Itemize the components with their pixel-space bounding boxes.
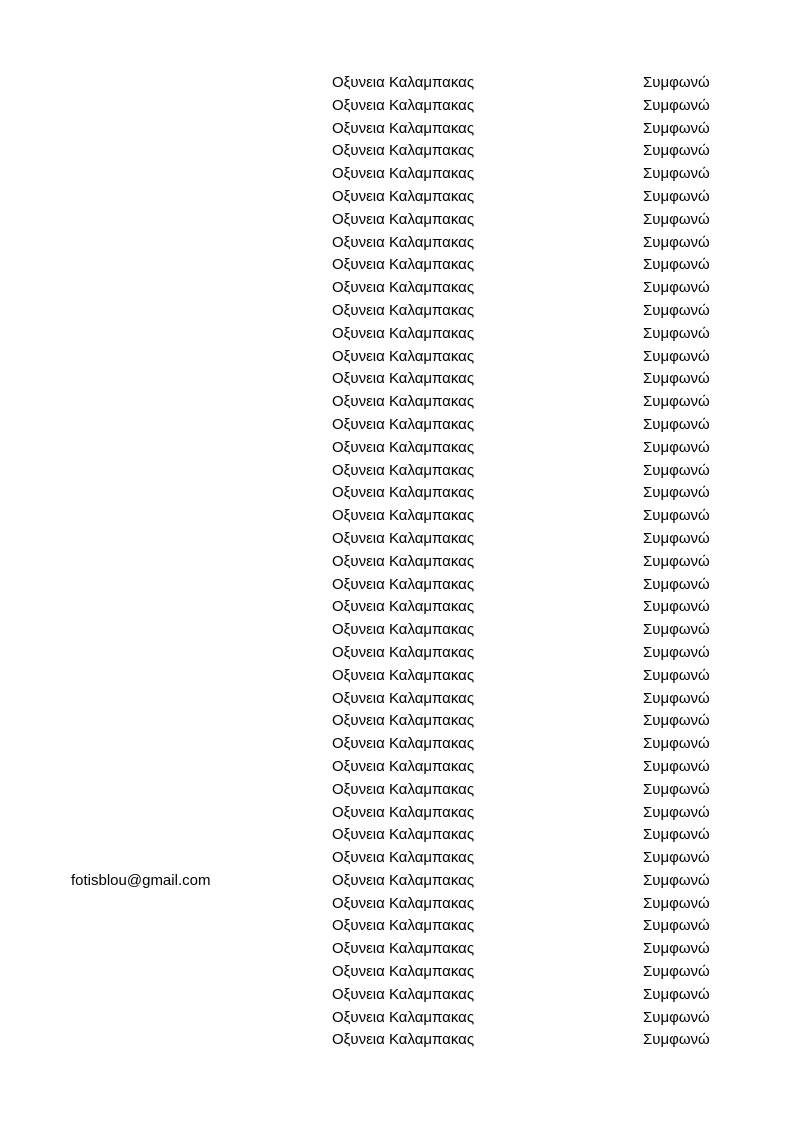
table-row: [0, 619, 799, 642]
answer-cell: Συμφωνώ: [643, 643, 710, 661]
location-cell: Οξυνεια Καλαμπακας: [332, 256, 475, 274]
answer-cell: Συμφωνώ: [643, 324, 710, 342]
answer-cell: Συμφωνώ: [643, 142, 710, 160]
table-row: [0, 505, 799, 528]
answer-cell: Συμφωνώ: [643, 552, 710, 570]
location-cell: Οξυνεια Καλαμπακας: [332, 666, 475, 684]
location-cell: Οξυνεια Καλαμπακας: [332, 347, 475, 365]
answer-cell: Συμφωνώ: [643, 712, 710, 730]
location-cell: Οξυνεια Καλαμπακας: [332, 803, 475, 821]
table-row: [0, 482, 799, 505]
location-cell: Οξυνεια Καλαμπακας: [332, 187, 475, 205]
location-cell: Οξυνεια Καλαμπακας: [332, 963, 475, 981]
answer-cell: Συμφωνώ: [643, 780, 710, 798]
location-cell: Οξυνεια Καλαμπακας: [332, 575, 475, 593]
table-row: [0, 1029, 799, 1052]
table-row: [0, 277, 799, 300]
table-row: [0, 938, 799, 961]
table-row: [0, 574, 799, 597]
answer-cell: Συμφωνώ: [643, 415, 710, 433]
answer-cell: Συμφωνώ: [643, 96, 710, 114]
answer-cell: Συμφωνώ: [643, 256, 710, 274]
location-cell: Οξυνεια Καλαμπακας: [332, 233, 475, 251]
location-cell: Οξυνεια Καλαμπακας: [332, 324, 475, 342]
answer-cell: Συμφωνώ: [643, 1008, 710, 1026]
table-row: [0, 984, 799, 1007]
table-row: [0, 254, 799, 277]
table-row: [0, 915, 799, 938]
table-row: [0, 346, 799, 369]
data-table: [0, 72, 799, 1052]
table-row: [0, 847, 799, 870]
table-row: [0, 756, 799, 779]
table-row: [0, 72, 799, 95]
table-row: [0, 95, 799, 118]
table-row: [0, 802, 799, 825]
answer-cell: Συμφωνώ: [643, 826, 710, 844]
location-cell: Οξυνεια Καλαμπακας: [332, 826, 475, 844]
location-cell: Οξυνεια Καλαμπακας: [332, 917, 475, 935]
location-cell: Οξυνεια Καλαμπακας: [332, 598, 475, 616]
table-row: [0, 1007, 799, 1030]
answer-cell: Συμφωνώ: [643, 210, 710, 228]
table-row: [0, 414, 799, 437]
email-cell: fotisblou@gmail.com: [71, 871, 211, 889]
table-row: [0, 323, 799, 346]
table-row: [0, 551, 799, 574]
location-cell: Οξυνεια Καλαμπακας: [332, 484, 475, 502]
location-cell: Οξυνεια Καλαμπακας: [332, 507, 475, 525]
location-cell: Οξυνεια Καλαμπακας: [332, 985, 475, 1003]
location-cell: Οξυνεια Καλαμπακας: [332, 415, 475, 433]
answer-cell: Συμφωνώ: [643, 279, 710, 297]
answer-cell: Συμφωνώ: [643, 233, 710, 251]
answer-cell: Συμφωνώ: [643, 393, 710, 411]
location-cell: Οξυνεια Καλαμπακας: [332, 370, 475, 388]
table-row: [0, 733, 799, 756]
table-row: [0, 300, 799, 323]
answer-cell: Συμφωνώ: [643, 849, 710, 867]
answer-cell: Συμφωνώ: [643, 484, 710, 502]
table-row: [0, 140, 799, 163]
location-cell: Οξυνεια Καλαμπακας: [332, 849, 475, 867]
table-row: [0, 824, 799, 847]
location-cell: Οξυνεια Καλαμπακας: [332, 780, 475, 798]
table-row: [0, 893, 799, 916]
location-cell: Οξυνεια Καλαμπακας: [332, 643, 475, 661]
table-row: [0, 368, 799, 391]
table-row: [0, 437, 799, 460]
answer-cell: Συμφωνώ: [643, 940, 710, 958]
answer-cell: Συμφωνώ: [643, 666, 710, 684]
answer-cell: Συμφωνώ: [643, 1031, 710, 1049]
answer-cell: Συμφωνώ: [643, 985, 710, 1003]
answer-cell: Συμφωνώ: [643, 894, 710, 912]
location-cell: Οξυνεια Καλαμπακας: [332, 142, 475, 160]
table-row: [0, 209, 799, 232]
location-cell: Οξυνεια Καλαμπακας: [332, 871, 475, 889]
table-row: [0, 961, 799, 984]
location-cell: Οξυνεια Καλαμπακας: [332, 119, 475, 137]
table-row: [0, 779, 799, 802]
table-row: [0, 118, 799, 141]
location-cell: Οξυνεια Καλαμπακας: [332, 74, 475, 91]
location-cell: Οξυνεια Καλαμπακας: [332, 712, 475, 730]
answer-cell: Συμφωνώ: [643, 529, 710, 547]
answer-cell: Συμφωνώ: [643, 187, 710, 205]
location-cell: Οξυνεια Καλαμπακας: [332, 210, 475, 228]
answer-cell: Συμφωνώ: [643, 575, 710, 593]
table-row: [0, 186, 799, 209]
table-row: [0, 460, 799, 483]
answer-cell: Συμφωνώ: [643, 963, 710, 981]
table-row: [0, 391, 799, 414]
table-row: [0, 688, 799, 711]
location-cell: Οξυνεια Καλαμπακας: [332, 1008, 475, 1026]
location-cell: Οξυνεια Καλαμπακας: [332, 757, 475, 775]
answer-cell: Συμφωνώ: [643, 735, 710, 753]
location-cell: Οξυνεια Καλαμπακας: [332, 894, 475, 912]
table-row: [0, 163, 799, 186]
location-cell: Οξυνεια Καλαμπακας: [332, 689, 475, 707]
answer-cell: Συμφωνώ: [643, 507, 710, 525]
answer-cell: Συμφωνώ: [643, 301, 710, 319]
location-cell: Οξυνεια Καλαμπακας: [332, 165, 475, 183]
answer-cell: Συμφωνώ: [643, 757, 710, 775]
answer-cell: Συμφωνώ: [643, 165, 710, 183]
answer-cell: Συμφωνώ: [643, 871, 710, 889]
location-cell: Οξυνεια Καλαμπακας: [332, 279, 475, 297]
table-row: [0, 596, 799, 619]
answer-cell: Συμφωνώ: [643, 461, 710, 479]
location-cell: Οξυνεια Καλαμπακας: [332, 393, 475, 411]
table-row: [0, 870, 799, 893]
answer-cell: Συμφωνώ: [643, 347, 710, 365]
answer-cell: Συμφωνώ: [643, 598, 710, 616]
answer-cell: Συμφωνώ: [643, 621, 710, 639]
location-cell: Οξυνεια Καλαμπακας: [332, 461, 475, 479]
answer-cell: Συμφωνώ: [643, 119, 710, 137]
answer-cell: Συμφωνώ: [643, 438, 710, 456]
answer-cell: Συμφωνώ: [643, 917, 710, 935]
location-cell: Οξυνεια Καλαμπακας: [332, 940, 475, 958]
location-cell: Οξυνεια Καλαμπακας: [332, 438, 475, 456]
location-cell: Οξυνεια Καλαμπακας: [332, 529, 475, 547]
location-cell: Οξυνεια Καλαμπακας: [332, 621, 475, 639]
answer-cell: Συμφωνώ: [643, 803, 710, 821]
answer-cell: Συμφωνώ: [643, 370, 710, 388]
location-cell: Οξυνεια Καλαμπακας: [332, 1031, 475, 1049]
table-row: [0, 642, 799, 665]
location-cell: Οξυνεια Καλαμπακας: [332, 735, 475, 753]
table-row: [0, 710, 799, 733]
answer-cell: Συμφωνώ: [643, 74, 710, 91]
table-row: [0, 232, 799, 255]
table-row: [0, 528, 799, 551]
table-row: [0, 665, 799, 688]
location-cell: Οξυνεια Καλαμπακας: [332, 96, 475, 114]
location-cell: Οξυνεια Καλαμπακας: [332, 552, 475, 570]
location-cell: Οξυνεια Καλαμπακας: [332, 301, 475, 319]
answer-cell: Συμφωνώ: [643, 689, 710, 707]
